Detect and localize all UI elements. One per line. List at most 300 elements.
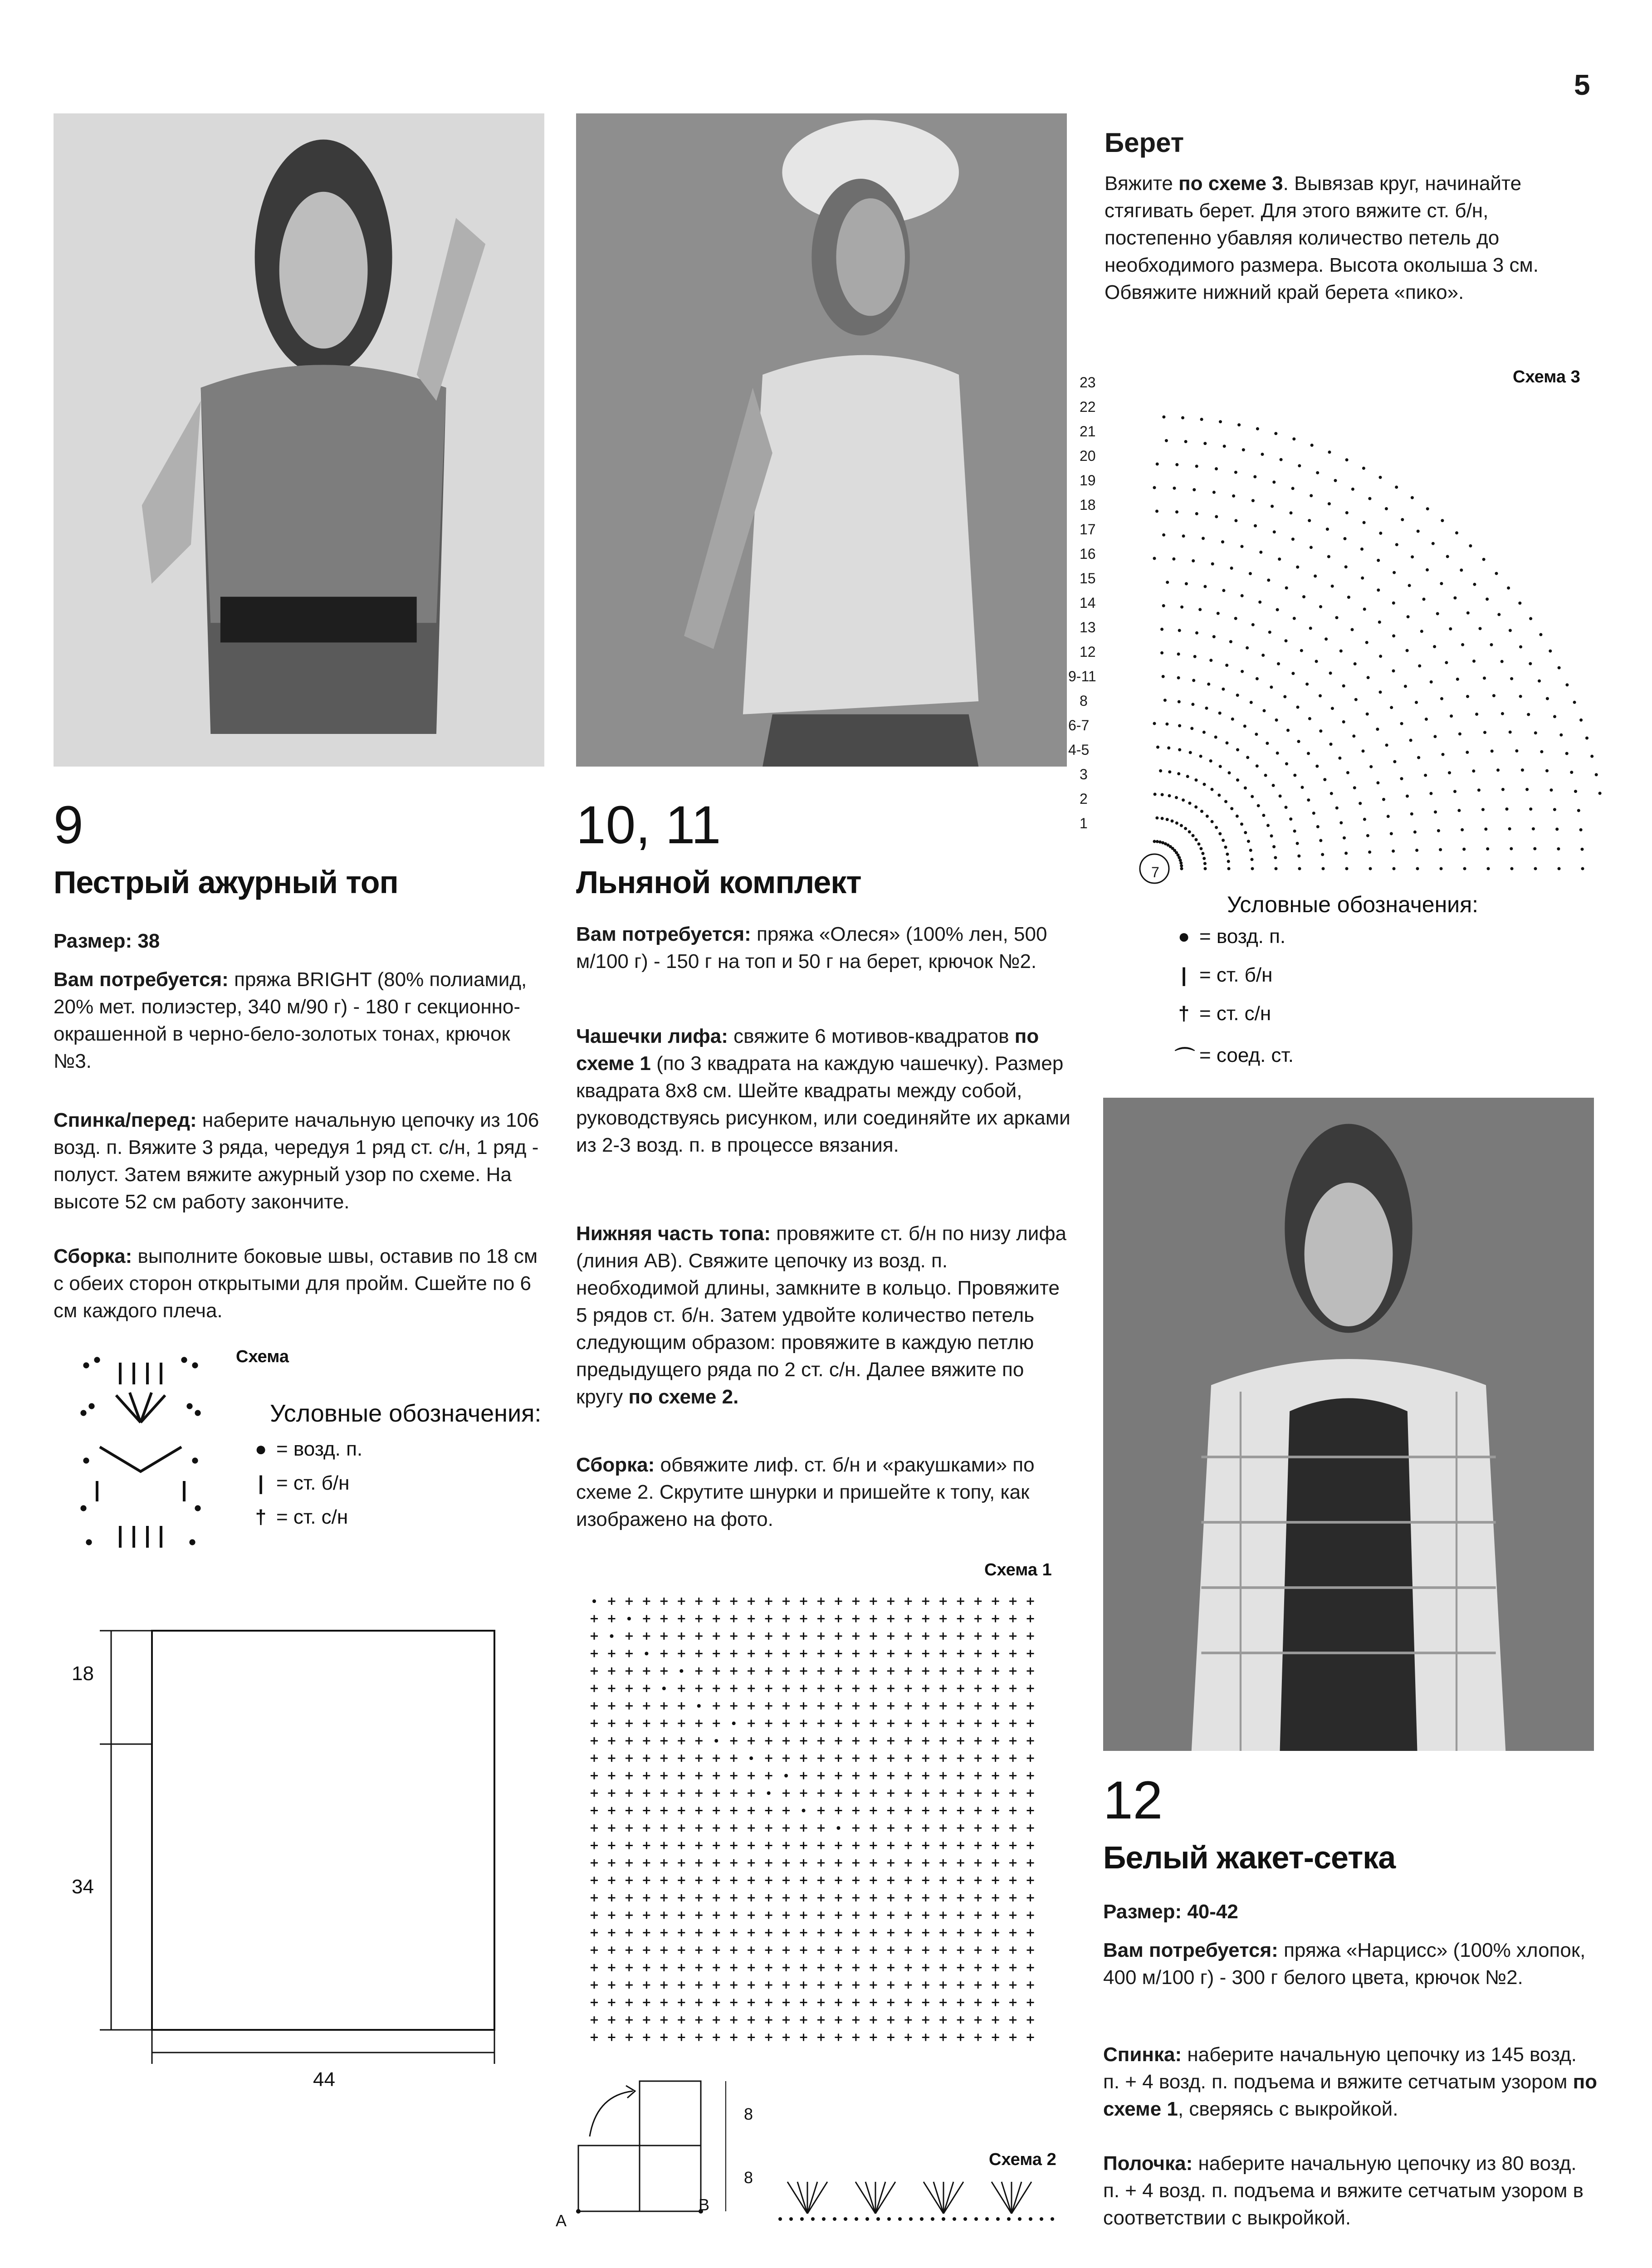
stitch-mark <box>1550 788 1553 792</box>
stitch-mark <box>870 1737 877 1745</box>
chain-stitch-mark <box>996 2217 1000 2221</box>
stitch-mark <box>1270 685 1273 689</box>
stitch-mark <box>643 1981 650 1989</box>
stitch-mark <box>1362 749 1365 753</box>
stitch-mark <box>904 1685 912 1692</box>
item9-dim-top: 18 <box>72 1662 94 1685</box>
stitch-mark <box>974 1929 982 1936</box>
stitch-mark <box>765 1615 772 1622</box>
stitch-mark <box>660 1789 668 1797</box>
stitch-mark <box>1322 867 1325 870</box>
stitch-mark <box>835 1720 842 1727</box>
stitch-mark <box>887 1789 894 1797</box>
chain-stitch-mark <box>749 1756 753 1760</box>
stitch-mark <box>660 1999 668 2006</box>
stitch-mark <box>1501 712 1504 715</box>
stitch-mark <box>1595 773 1598 776</box>
item9-back-label: Спинка/перед: <box>54 1109 197 1131</box>
item9-materials-label: Вам потребуется: <box>54 968 229 991</box>
stitch-mark <box>852 1650 860 1657</box>
stitch-mark <box>1420 630 1423 633</box>
stitch-mark <box>591 1650 598 1657</box>
beret-row-number: 12 <box>1080 644 1096 660</box>
stitch-mark <box>1487 867 1490 870</box>
stitch-mark <box>957 1598 964 1605</box>
chain-stitch-mark <box>942 2217 945 2221</box>
stitch-mark <box>608 1894 615 1901</box>
stitch-mark <box>765 1911 772 1919</box>
stitch-mark <box>817 1789 825 1797</box>
item9-legend-row-dc <box>252 1506 348 1529</box>
stitch-mark <box>678 1737 685 1745</box>
stitch-mark <box>1027 1929 1034 1936</box>
stitch-mark <box>1426 568 1429 572</box>
stitch-mark <box>1296 566 1299 569</box>
stitch-mark <box>782 1981 790 1989</box>
stitch-mark <box>1319 605 1322 608</box>
stitch-mark <box>800 1755 807 1762</box>
stitch-mark <box>1211 788 1214 791</box>
stitch-mark <box>1218 712 1222 715</box>
stitch-mark <box>1392 670 1395 673</box>
stitch-mark <box>678 1911 685 1919</box>
item-number-10-11: 10, 11 <box>576 795 721 855</box>
square-dim-bottom: 8 <box>744 2168 753 2187</box>
chain-stitch-mark <box>1007 2217 1011 2221</box>
stitch-mark <box>608 1929 615 1936</box>
shell-stitch-mark <box>943 2182 953 2214</box>
stitch-mark <box>835 1807 842 1814</box>
beret-row-number: 21 <box>1080 423 1096 440</box>
item10-scheme1-grid <box>576 1588 1066 2068</box>
stitch-mark <box>1555 828 1559 831</box>
stitch-mark <box>1540 750 1543 753</box>
stitch-mark <box>800 1615 807 1622</box>
stitch-mark <box>904 1859 912 1867</box>
stitch-mark <box>1009 1894 1017 1901</box>
stitch-mark <box>748 1964 755 1971</box>
stitch-mark <box>800 1824 807 1832</box>
stitch-mark <box>1408 584 1411 587</box>
stitch-mark <box>643 1737 650 1745</box>
stitch-mark <box>1453 790 1456 793</box>
stitch-mark <box>870 1824 877 1832</box>
stitch-mark <box>1027 1859 1034 1867</box>
stitch-mark <box>608 1824 615 1832</box>
stitch-mark <box>1205 707 1208 710</box>
stitch-mark <box>974 1789 982 1797</box>
beret-legend-row-sc <box>1175 964 1272 987</box>
beret-center-label: 7 <box>1151 864 1159 880</box>
stitch-mark <box>695 1929 703 1936</box>
stitch-mark <box>1236 748 1239 751</box>
stitch-mark <box>852 2016 860 2024</box>
stitch-mark <box>1573 701 1576 704</box>
stitch-mark <box>1153 840 1156 843</box>
stitch-mark <box>1362 467 1365 470</box>
stitch-mark <box>852 1598 860 1605</box>
stitch-mark <box>1344 537 1347 540</box>
stitch-mark <box>904 1964 912 1971</box>
beret-legend-title: Условные обозначения: <box>1227 892 1479 917</box>
stitch-mark <box>939 1633 947 1640</box>
stitch-mark <box>608 1720 615 1727</box>
item9-legend-text-dc: = ст. с/н <box>276 1506 348 1528</box>
stitch-mark <box>748 1842 755 1849</box>
stitch-mark <box>748 2034 755 2041</box>
stitch-mark <box>1292 437 1295 440</box>
stitch-mark <box>1009 1598 1017 1605</box>
stitch-mark <box>1377 559 1380 562</box>
stitch-mark <box>1466 611 1470 615</box>
stitch-mark <box>1009 1824 1017 1832</box>
stitch-mark <box>660 1842 668 1849</box>
stitch-mark <box>1529 662 1532 665</box>
stitch-mark <box>591 1981 598 1989</box>
stitch-mark <box>957 1877 964 1884</box>
beret-row-number: 3 <box>1080 766 1088 782</box>
stitch-mark <box>713 1929 720 1936</box>
stitch-mark <box>1212 491 1216 494</box>
stitch-mark <box>1527 713 1530 716</box>
stitch-mark <box>1529 807 1532 811</box>
stitch-mark <box>1009 2016 1017 2024</box>
stitch-mark <box>1009 1929 1017 1936</box>
stitch-mark <box>1244 831 1247 834</box>
stitch-mark <box>1270 834 1273 837</box>
stitch-mark <box>730 1877 738 1884</box>
beret-row-number: 14 <box>1080 595 1096 611</box>
stitch-mark <box>1241 545 1244 548</box>
stitch-mark <box>1286 729 1290 732</box>
stitch-mark <box>1331 707 1334 710</box>
stitch-mark <box>1171 820 1174 823</box>
stitch-mark <box>1166 818 1169 821</box>
stitch-mark <box>957 1964 964 1971</box>
stitch-mark <box>678 1789 685 1797</box>
stitch-mark <box>800 1633 807 1640</box>
stitch-mark <box>1453 596 1456 600</box>
shell-stitch-mark <box>807 2182 827 2214</box>
stitch-mark <box>1297 855 1300 858</box>
stitch-mark <box>748 1894 755 1901</box>
stitch-mark <box>608 1964 615 1971</box>
stitch-mark <box>992 1772 999 1779</box>
stitch-mark <box>660 1859 668 1867</box>
stitch-mark <box>1445 661 1448 664</box>
stitch-mark <box>1200 418 1203 421</box>
stitch-mark <box>1559 733 1563 737</box>
stitch-mark <box>1359 802 1362 805</box>
stitch-mark <box>1439 848 1442 851</box>
stitch-mark <box>1202 537 1205 540</box>
stitch-mark <box>887 1615 894 1622</box>
chain-stitch-mark <box>1018 2217 1022 2221</box>
stitch-mark <box>713 1981 720 1989</box>
stitch-mark <box>992 2034 999 2041</box>
stitch-mark <box>1310 494 1313 497</box>
stitch-mark <box>1162 533 1165 537</box>
stitch-mark <box>748 1598 755 1605</box>
stitch-mark <box>695 1981 703 1989</box>
stitch-mark <box>748 2016 755 2024</box>
stitch-mark <box>922 1981 929 1989</box>
stitch-mark <box>782 2034 790 2041</box>
stitch-mark <box>1158 841 1162 844</box>
stitch-mark <box>957 1615 964 1622</box>
stitch-mark <box>887 1929 894 1936</box>
stitch-mark <box>695 1650 703 1657</box>
stitch-mark <box>922 1685 929 1692</box>
stitch-mark <box>1387 815 1390 818</box>
stitch-mark <box>1273 530 1276 533</box>
stitch-mark <box>835 1633 842 1640</box>
stitch-mark <box>782 1755 790 1762</box>
stitch-mark <box>1195 838 1198 841</box>
stitch-mark <box>1291 672 1295 675</box>
stitch-mark <box>922 1615 929 1622</box>
stitch-mark <box>939 1702 947 1710</box>
stitch-mark <box>974 1702 982 1710</box>
item10-shell-edging-scheme <box>771 2168 1061 2227</box>
stitch-mark <box>626 1981 633 1989</box>
stitch-mark <box>1319 694 1322 697</box>
stitch-mark <box>1283 695 1286 698</box>
chain-stitch-mark <box>697 1704 701 1708</box>
stitch-mark <box>1456 678 1459 681</box>
stitch-mark <box>1411 555 1414 558</box>
stitch-mark <box>1339 821 1343 824</box>
stitch-mark <box>1406 649 1409 652</box>
stitch-mark <box>1293 774 1296 777</box>
stitch-mark <box>1206 815 1209 818</box>
stitch-mark <box>957 1772 964 1779</box>
stitch-mark <box>1400 777 1403 780</box>
stitch-mark <box>1193 488 1196 491</box>
stitch-mark <box>748 1772 755 1779</box>
stitch-mark <box>817 1981 825 1989</box>
stitch-mark <box>1009 1667 1017 1675</box>
stitch-mark <box>1276 752 1279 755</box>
stitch-mark <box>1180 606 1183 609</box>
stitch-mark <box>1256 427 1259 430</box>
stitch-mark <box>1027 1824 1034 1832</box>
item12-materials-text: пряжа «Нарцисс» (100% хлопок, 400 м/100 г) - 300 г белого цвета, крючок №2. <box>1103 1939 1586 1989</box>
stitch-mark <box>1203 442 1207 445</box>
stitch-mark <box>695 1911 703 1919</box>
stitch-mark <box>678 1894 685 1901</box>
shell-stitch-mark <box>787 2182 807 2214</box>
shell-stitch-mark <box>865 2182 875 2214</box>
item10-cups-scheme: по схеме 1 <box>576 1025 1039 1075</box>
stitch-mark <box>782 1911 790 1919</box>
item10-lower-label: Нижняя часть топа: <box>576 1222 771 1245</box>
stitch-mark <box>852 1842 860 1849</box>
stitch-mark <box>1193 655 1197 658</box>
stitch-mark <box>643 1929 650 1936</box>
stitch-mark <box>591 1772 598 1779</box>
stitch-mark <box>852 1737 860 1745</box>
stitch-mark <box>939 1755 947 1762</box>
stitch-mark <box>660 1650 668 1657</box>
stitch-mark <box>1483 677 1486 680</box>
square-dim-top: 8 <box>744 2105 753 2123</box>
stitch-mark <box>1343 836 1346 840</box>
stitch-mark <box>1379 476 1382 479</box>
stitch-mark <box>713 1946 720 1954</box>
stitch-mark <box>1203 783 1206 786</box>
stitch-mark <box>660 1877 668 1884</box>
stitch-mark <box>626 1650 633 1657</box>
stitch-mark <box>922 1946 929 1954</box>
stitch-mark <box>765 1720 772 1727</box>
beret-row-number: 9-11 <box>1068 668 1096 684</box>
stitch-mark <box>1585 737 1588 740</box>
stitch-mark <box>1353 786 1356 789</box>
stitch-mark <box>1190 727 1193 730</box>
stitch-mark <box>1027 1999 1034 2006</box>
shell-stitch-mark <box>875 2182 885 2214</box>
item10-cups-text-1: свяжите 6 мотивов-квадратов <box>733 1025 1009 1047</box>
stitch-mark <box>1156 463 1159 466</box>
stitch-mark <box>939 1894 947 1901</box>
stitch-mark <box>626 1894 633 1901</box>
stitch-mark <box>713 1667 720 1675</box>
stitch-mark <box>1430 680 1433 684</box>
beret-row-number: 8 <box>1080 693 1088 709</box>
stitch-mark <box>1180 864 1183 867</box>
stitch-mark <box>1312 811 1315 815</box>
stitch-mark <box>957 1650 964 1657</box>
stitch-mark <box>1393 760 1396 763</box>
stitch-mark <box>974 1667 982 1675</box>
stitch-mark <box>626 1772 633 1779</box>
stitch-mark <box>922 1755 929 1762</box>
stitch-mark <box>800 1946 807 1954</box>
stitch-mark <box>904 1946 912 1954</box>
stitch-mark <box>608 2034 615 2041</box>
stitch-mark <box>992 1807 999 1814</box>
stitch-mark <box>1534 867 1537 870</box>
beret-scheme3-diagram <box>1070 354 1606 898</box>
stitch-mark <box>957 1789 964 1797</box>
stitch-mark <box>870 1772 877 1779</box>
stitch-mark <box>1393 867 1396 870</box>
stitch-mark <box>800 1842 807 1849</box>
stitch-mark <box>1510 677 1513 680</box>
stitch-mark <box>1310 546 1313 549</box>
stitch-mark <box>591 1667 598 1675</box>
stitch-mark <box>887 1824 894 1832</box>
stitch-mark <box>713 1755 720 1762</box>
stitch-mark <box>922 1737 929 1745</box>
stitch-mark <box>1289 817 1292 821</box>
stitch-mark <box>1261 453 1264 456</box>
stitch-mark <box>713 1633 720 1640</box>
beret-legend-row-dc <box>1175 1002 1271 1025</box>
stitch-mark <box>713 1859 720 1867</box>
beret-scheme: по схеме 3 <box>1178 172 1283 195</box>
stitch-mark <box>713 1807 720 1814</box>
stitch-mark <box>1354 698 1358 701</box>
beret-title: Берет <box>1105 127 1184 158</box>
stitch-mark <box>660 1598 668 1605</box>
stitch-mark <box>748 1859 755 1867</box>
beret-row-number: 4-5 <box>1068 742 1090 758</box>
stitch-mark <box>939 1685 947 1692</box>
stitch-mark <box>765 1894 772 1901</box>
beret-scheme3-label: Схема 3 <box>1513 367 1580 386</box>
beret-row-number: 13 <box>1080 619 1096 635</box>
stitch-mark <box>1415 849 1418 852</box>
stitch-mark <box>852 1894 860 1901</box>
beret-row-number: 16 <box>1080 546 1096 562</box>
stitch-mark <box>1410 812 1413 816</box>
stitch-mark <box>922 1807 929 1814</box>
stitch-mark <box>922 1650 929 1657</box>
stitch-mark <box>1483 731 1486 734</box>
stitch-mark <box>1285 587 1288 590</box>
stitch-mark <box>782 1964 790 1971</box>
stitch-mark <box>748 1981 755 1989</box>
stitch-mark <box>591 1824 598 1832</box>
stitch-mark <box>835 1772 842 1779</box>
stitch-mark <box>1264 774 1267 777</box>
stitch-mark <box>730 2034 738 2041</box>
stitch-mark <box>1382 798 1385 801</box>
stitch-mark <box>1222 688 1225 691</box>
stitch-mark <box>835 1667 842 1675</box>
stitch-mark <box>852 1633 860 1640</box>
chain-stitch-mark <box>800 2217 804 2221</box>
stitch-mark <box>730 1667 738 1675</box>
stitch-mark <box>1195 512 1198 515</box>
stitch-mark <box>643 1772 650 1779</box>
stitch-mark <box>992 1877 999 1884</box>
stitch-mark <box>782 1720 790 1727</box>
stitch-mark <box>1296 842 1299 845</box>
stitch-mark <box>782 1789 790 1797</box>
stitch-mark <box>1400 722 1403 725</box>
stitch-mark <box>1230 567 1233 570</box>
stitch-mark <box>695 1964 703 1971</box>
stitch-mark <box>1330 792 1333 795</box>
stitch-mark <box>939 1877 947 1884</box>
stitch-mark <box>1175 796 1178 799</box>
stitch-mark <box>852 1859 860 1867</box>
stitch-mark <box>1192 559 1195 562</box>
stitch-mark <box>608 1807 615 1814</box>
item12-size-text: Размер: 40-42 <box>1103 1901 1238 1923</box>
stitch-mark <box>748 1946 755 1954</box>
stitch-mark <box>887 2016 894 2024</box>
stitch-mark <box>1009 1859 1017 1867</box>
stitch-mark <box>1009 1772 1017 1779</box>
stitch-mark <box>782 2016 790 2024</box>
stitch-mark <box>1390 832 1393 835</box>
stitch-mark <box>870 2034 877 2041</box>
stitch-mark <box>1218 832 1222 836</box>
stitch-mark <box>1345 867 1349 870</box>
stitch-mark <box>1155 816 1158 820</box>
stitch-mark <box>1291 538 1295 541</box>
item9-back-text: наберите начальную цепочку из 106 возд. п. Вяжите 3 ряда, чередуя 1 ряд ст. с/н, 1 ряд - полуст. Затем вяжите ажурный узор по схеме. На высоте 52 см работу закончите. <box>54 1109 539 1213</box>
stitch-mark <box>939 2016 947 2024</box>
stitch-mark <box>1369 765 1373 768</box>
item-title-9: Пестрый ажурный топ <box>54 865 398 900</box>
stitch-mark <box>1232 494 1235 498</box>
stitch-mark <box>1180 824 1183 827</box>
